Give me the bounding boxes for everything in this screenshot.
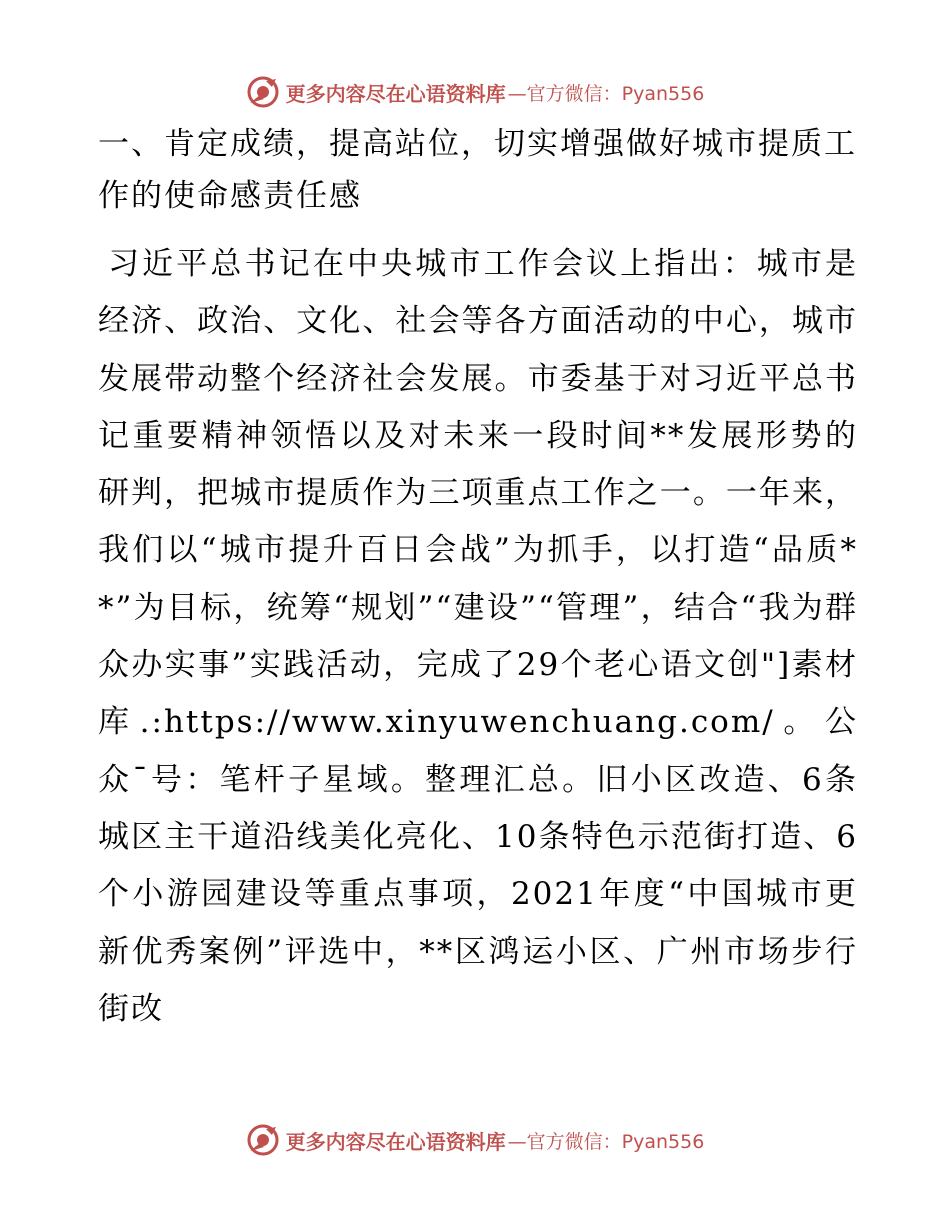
- banner-main-text: 更多内容尽在心语资料库: [285, 1129, 506, 1154]
- banner-sub-text: —官方微信：Pyan556: [507, 1130, 705, 1153]
- header-banner: [0, 72, 950, 112]
- document-body: [98, 118, 858, 1038]
- footer-banner: [0, 1120, 950, 1160]
- section-heading: 一、肯定成绩，提高站位，切实增强做好城市提质工作的使命感责任感: [98, 126, 857, 214]
- body-paragraph: 习近平总书记在中央城市工作会议上指出：城市是经济、政治、文化、社会等各方面活动的中心，城市发展带动整个经济社会发展。市委基于对习近平总书记重要精神领悟以及对未来一段时间**发展形势的研判，把城市提质作为三项重点工作之一。一年来，我们以“城市提升百日会战”为抓手，以打造“品质**”为目标，统筹“规划”“建设”“管理”，结合“我为群众办实事”实践活动，完成了29个老心语文创"]素材库.:https://www.xinyuwenchuang.com/。公众¯号：笔杆子星域。整理汇总。旧小区改造、6条城区主干道沿线美化亮化、10条特色示范街打造、6个小游园建设等重点事项，2021年度“中国城市更新优秀案例”评选中，**区鸿运小区、广州市场步行街改: [98, 246, 858, 1027]
- banner-sub-text: —官方微信：Pyan556: [507, 82, 705, 105]
- banner-main-text: 更多内容尽在心语资料库: [285, 81, 506, 106]
- logo-icon: [246, 75, 280, 109]
- logo-icon: [246, 1123, 280, 1157]
